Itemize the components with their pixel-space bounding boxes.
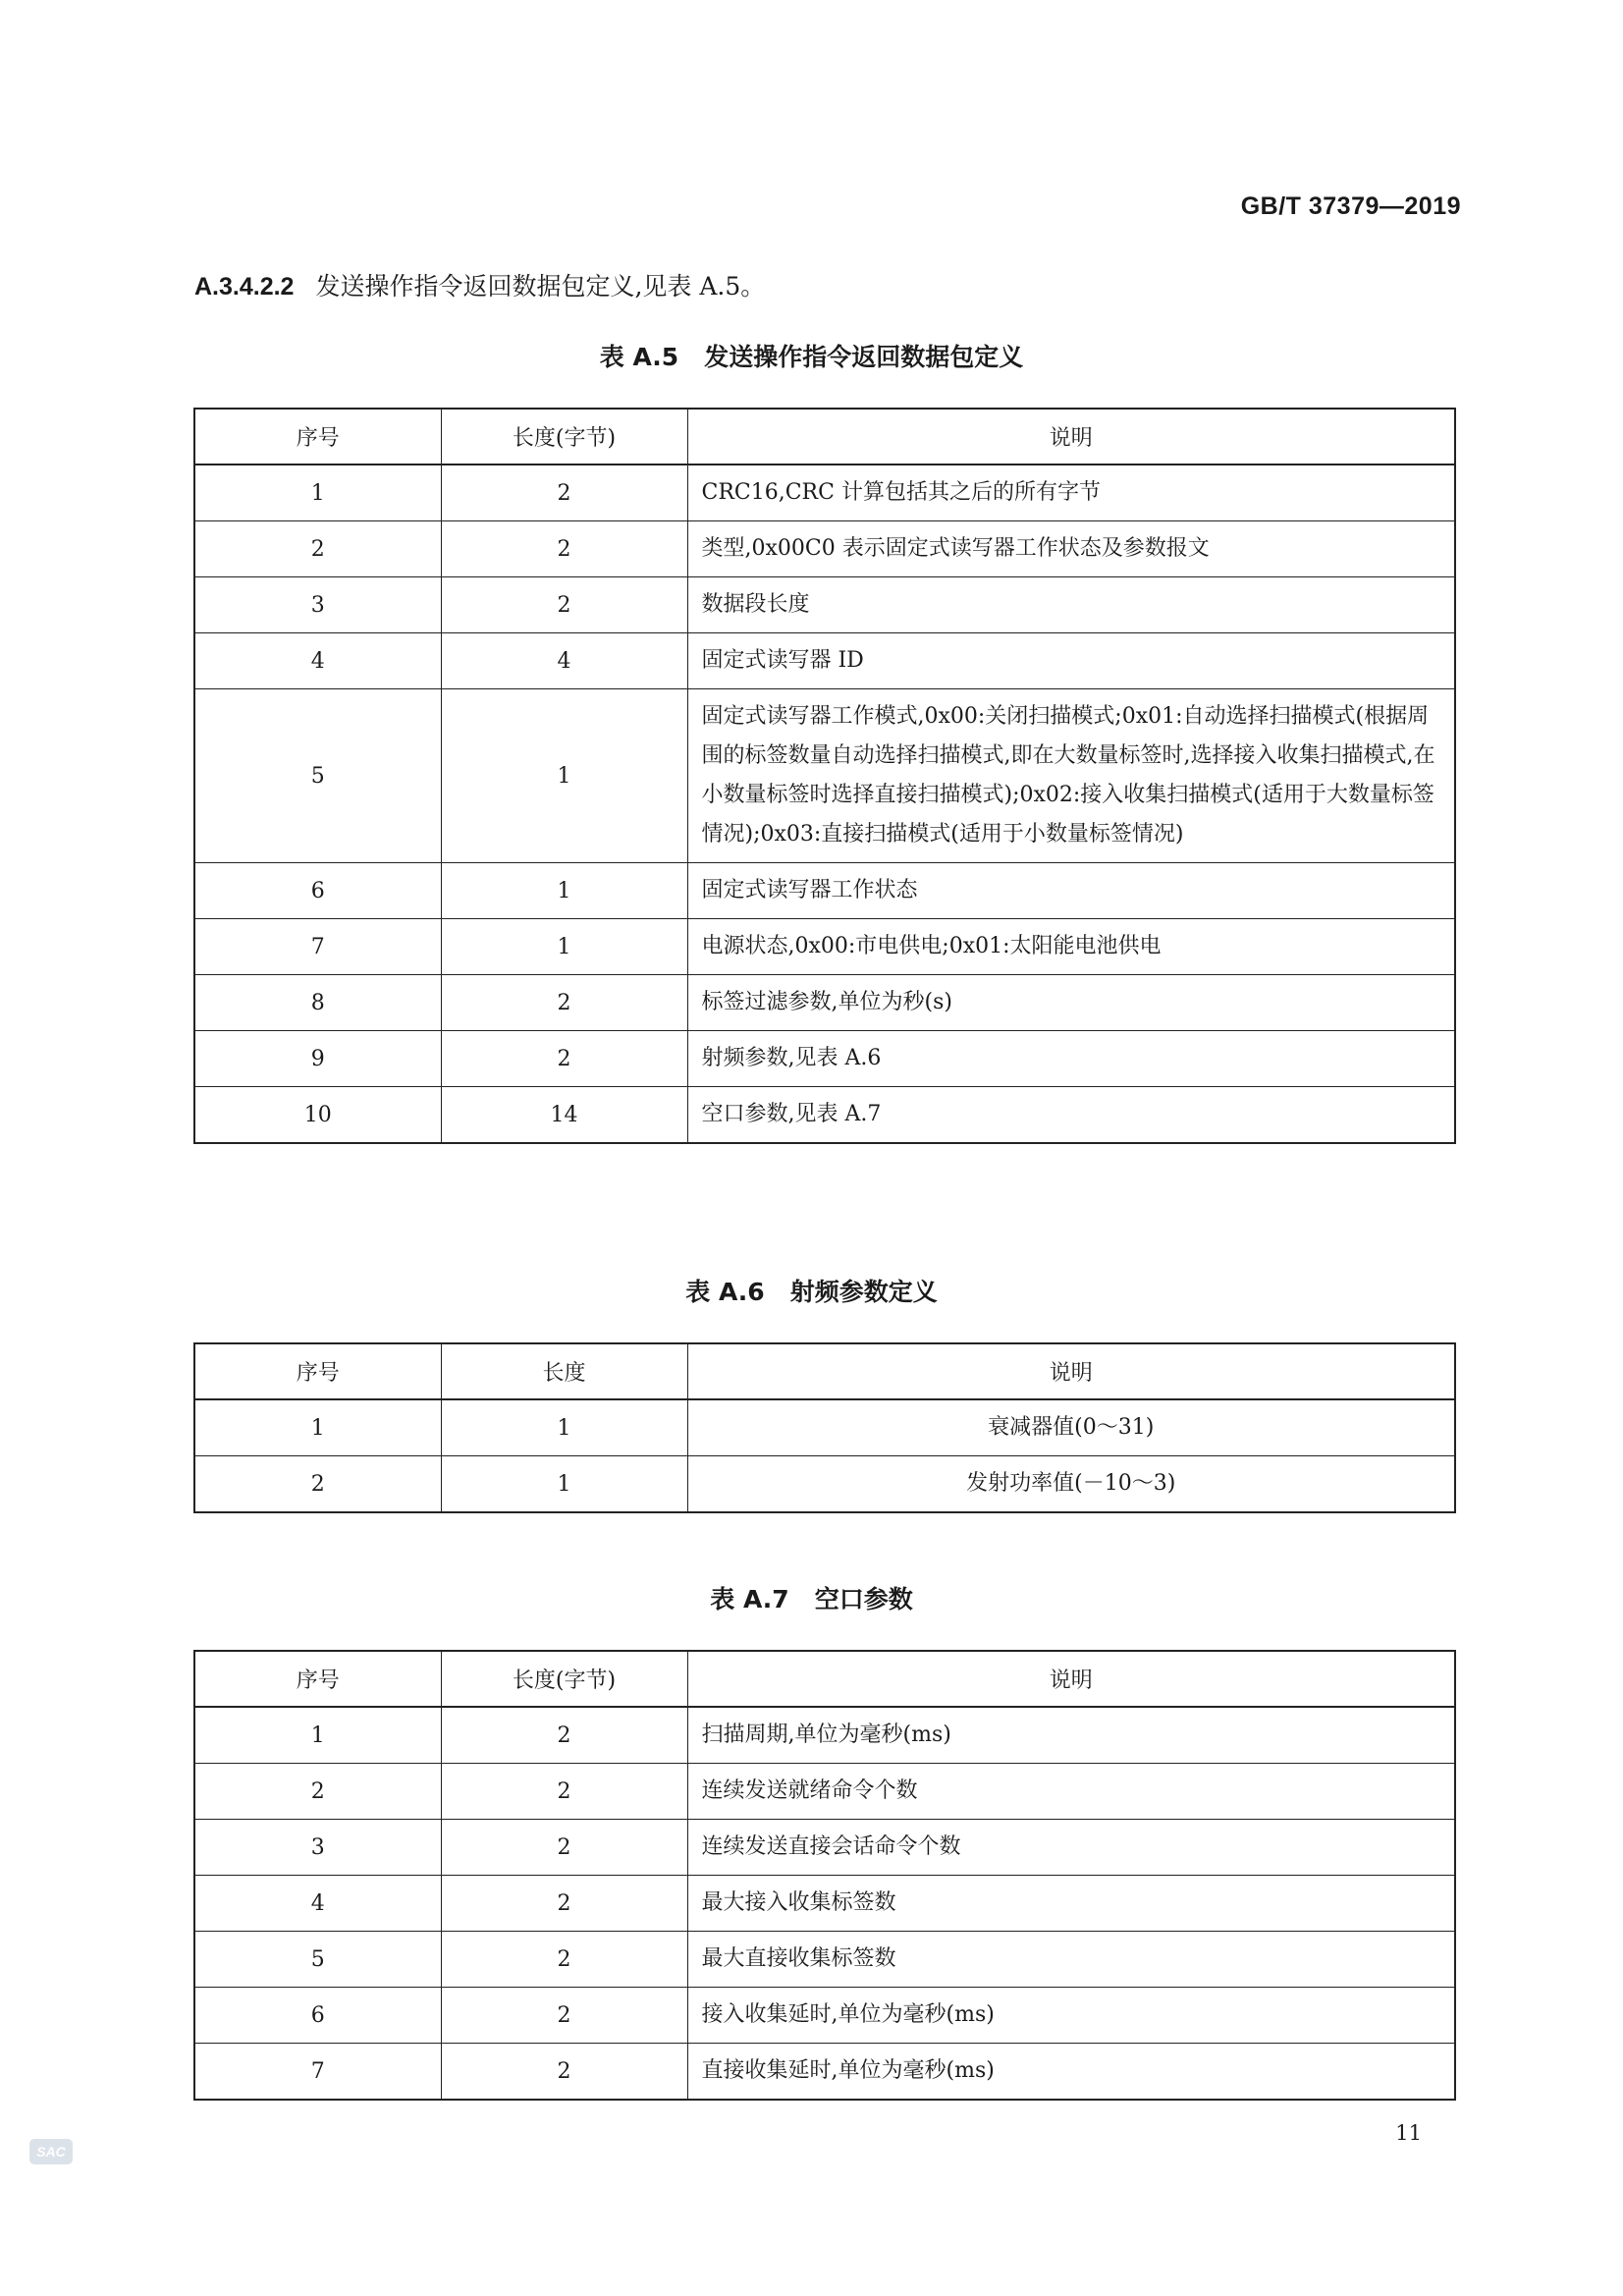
table-a7-caption-title: 空口参数 [814, 1585, 913, 1613]
cell-index: 2 [194, 1456, 441, 1513]
header-cell-description: 说明 [687, 409, 1455, 465]
header-cell-index: 序号 [194, 1343, 441, 1399]
cell-length: 2 [441, 1707, 687, 1764]
cell-length: 2 [441, 1876, 687, 1932]
cell-length: 2 [441, 1988, 687, 2044]
cell-length: 1 [441, 1399, 687, 1456]
cell-index: 1 [194, 1399, 441, 1456]
table-row [194, 1764, 1455, 1820]
cell-index: 5 [194, 689, 441, 863]
cell-description: 扫描周期,单位为毫秒(ms) [687, 1707, 1455, 1764]
cell-description: 连续发送直接会话命令个数 [687, 1820, 1455, 1876]
cell-index: 8 [194, 975, 441, 1031]
header-cell-index: 序号 [194, 409, 441, 465]
table-row [194, 863, 1455, 919]
cell-index: 6 [194, 863, 441, 919]
cell-description: 衰减器值(0～31) [687, 1399, 1455, 1456]
cell-description: 最大接入收集标签数 [687, 1876, 1455, 1932]
cell-index: 2 [194, 1764, 441, 1820]
cell-description: 标签过滤参数,单位为秒(s) [687, 975, 1455, 1031]
cell-description: 最大直接收集标签数 [687, 1932, 1455, 1988]
table-a5-caption-title: 发送操作指令返回数据包定义 [704, 343, 1024, 371]
cell-index: 4 [194, 633, 441, 689]
cell-description: 发射功率值(－10～3) [687, 1456, 1455, 1513]
table-row [194, 1087, 1455, 1144]
cell-description: 类型,0x00C0 表示固定式读写器工作状态及参数报文 [687, 521, 1455, 577]
table-a6-caption-number: 表 A.6 [685, 1278, 765, 1306]
cell-length: 2 [441, 521, 687, 577]
table-row [194, 465, 1455, 521]
cell-description: 电源状态,0x00:市电供电;0x01:太阳能电池供电 [687, 919, 1455, 975]
cell-length: 4 [441, 633, 687, 689]
table-row [194, 1031, 1455, 1087]
cell-length: 14 [441, 1087, 687, 1144]
table-a5-caption-number: 表 A.5 [599, 343, 679, 371]
cell-length: 2 [441, 975, 687, 1031]
table-row [194, 1707, 1455, 1764]
page-number: 11 [1395, 2121, 1422, 2145]
table-a7-caption-number: 表 A.7 [710, 1585, 789, 1613]
table-a5-caption [0, 338, 1623, 373]
cell-description: 直接收集延时,单位为毫秒(ms) [687, 2044, 1455, 2101]
cell-index: 9 [194, 1031, 441, 1087]
cell-description: 接入收集延时,单位为毫秒(ms) [687, 1988, 1455, 2044]
table-row [194, 633, 1455, 689]
standard-number: GB/T 37379—2019 [1240, 192, 1461, 220]
clause-number: A.3.4.2.2 [194, 273, 295, 301]
header-cell-description: 说明 [687, 1343, 1455, 1399]
cell-index: 4 [194, 1876, 441, 1932]
cell-description: 固定式读写器工作模式,0x00:关闭扫描模式;0x01:自动选择扫描模式(根据周围的标签数量自动选择扫描模式,即在大数量标签时,选择接入收集扫描模式,在小数量标签时选择直接扫描模式);0x02:接入收集扫描模式(适用于大数量标签情况);0x03:直接扫描模式(适用于小数量标签情况) [687, 689, 1455, 863]
cell-index: 6 [194, 1988, 441, 2044]
table-row [194, 521, 1455, 577]
cell-length: 1 [441, 863, 687, 919]
table-a7-caption [0, 1580, 1623, 1615]
table-row [194, 1932, 1455, 1988]
cell-length: 2 [441, 2044, 687, 2101]
table-row [194, 1820, 1455, 1876]
clause-text: 发送操作指令返回数据包定义,见表 A.5。 [315, 272, 766, 301]
cell-length: 2 [441, 1031, 687, 1087]
cell-index: 3 [194, 577, 441, 633]
cell-description: 固定式读写器工作状态 [687, 863, 1455, 919]
table-row [194, 1988, 1455, 2044]
header-cell-description: 说明 [687, 1651, 1455, 1707]
cell-length: 1 [441, 919, 687, 975]
header-cell-length: 长度(字节) [441, 1651, 687, 1707]
cell-index: 2 [194, 521, 441, 577]
cell-description: 射频参数,见表 A.6 [687, 1031, 1455, 1087]
cell-length: 2 [441, 1764, 687, 1820]
header-cell-length: 长度 [441, 1343, 687, 1399]
table-a6-caption [0, 1273, 1623, 1308]
cell-index: 10 [194, 1087, 441, 1144]
table-header-row [194, 409, 1455, 465]
cell-description: 固定式读写器 ID [687, 633, 1455, 689]
cell-index: 7 [194, 919, 441, 975]
table-row [194, 689, 1455, 863]
cell-description: CRC16,CRC 计算包括其之后的所有字节 [687, 465, 1455, 521]
cell-description: 空口参数,见表 A.7 [687, 1087, 1455, 1144]
header-cell-index: 序号 [194, 1651, 441, 1707]
table-row [194, 1399, 1455, 1456]
cell-length: 2 [441, 577, 687, 633]
table-row [194, 2044, 1455, 2101]
table-a6 [193, 1342, 1456, 1513]
cell-index: 7 [194, 2044, 441, 2101]
cell-index: 1 [194, 1707, 441, 1764]
cell-length: 2 [441, 1932, 687, 1988]
sac-watermark-logo: SAC [29, 2139, 73, 2164]
cell-index: 3 [194, 1820, 441, 1876]
table-row [194, 919, 1455, 975]
table-row [194, 577, 1455, 633]
table-row [194, 975, 1455, 1031]
cell-length: 1 [441, 1456, 687, 1513]
table-a5 [193, 408, 1456, 1144]
header-cell-length: 长度(字节) [441, 409, 687, 465]
cell-index: 1 [194, 465, 441, 521]
cell-description: 数据段长度 [687, 577, 1455, 633]
cell-index: 5 [194, 1932, 441, 1988]
table-a6-caption-title: 射频参数定义 [789, 1278, 938, 1306]
table-header-row [194, 1651, 1455, 1707]
cell-description: 连续发送就绪命令个数 [687, 1764, 1455, 1820]
cell-length: 1 [441, 689, 687, 863]
clause-paragraph [194, 267, 765, 302]
table-row [194, 1456, 1455, 1513]
table-header-row [194, 1343, 1455, 1399]
table-a7 [193, 1650, 1456, 2101]
table-row [194, 1876, 1455, 1932]
cell-length: 2 [441, 465, 687, 521]
cell-length: 2 [441, 1820, 687, 1876]
